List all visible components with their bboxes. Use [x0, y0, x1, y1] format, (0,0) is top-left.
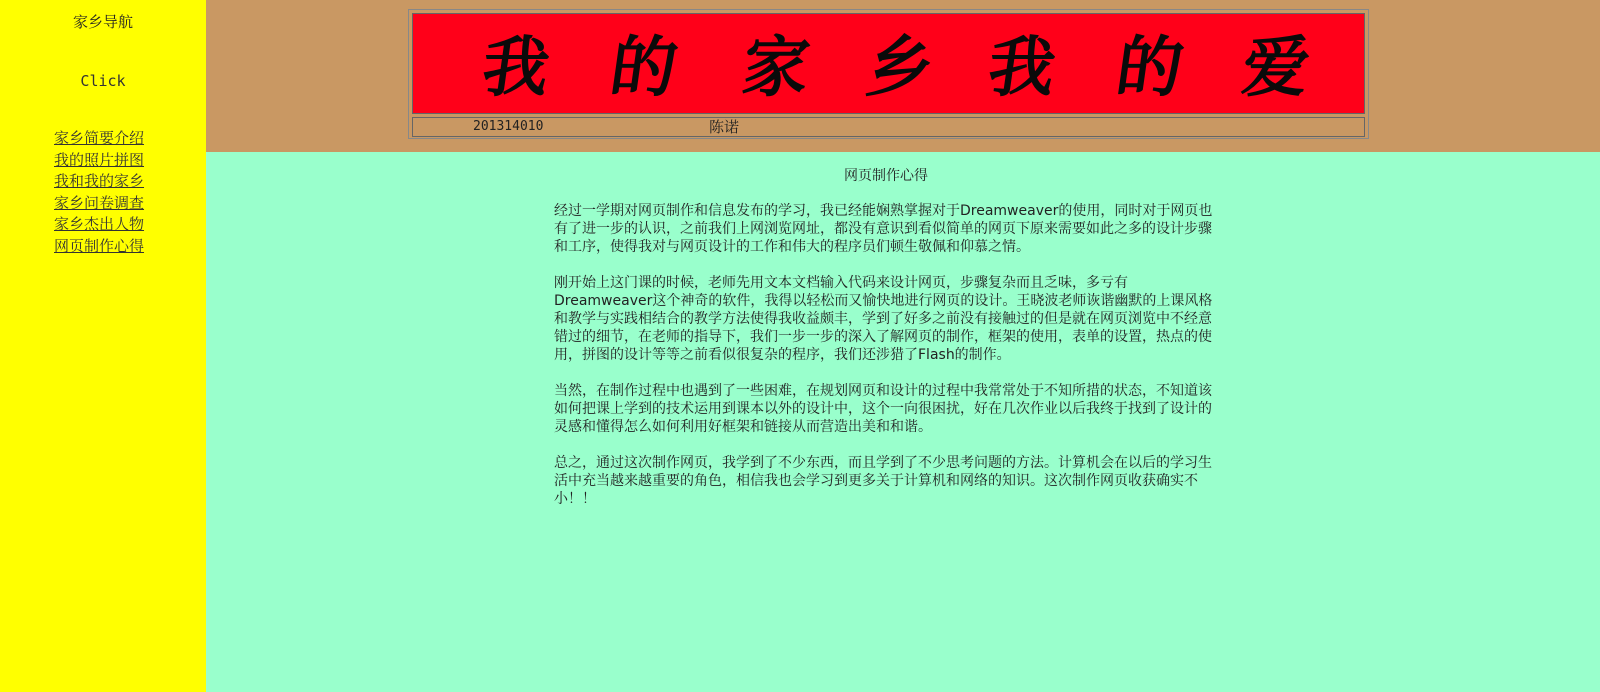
banner-char: 家 — [737, 28, 815, 106]
article-title: 网页制作心得 — [844, 168, 928, 184]
banner-char: 爱 — [1237, 28, 1315, 106]
nav-link-me-and-hometown[interactable]: 我和我的家乡 — [54, 172, 145, 190]
nav-click-label: Click — [80, 72, 126, 90]
student-id: 201314010 — [473, 119, 544, 134]
article-paragraph: 总之，通过这次制作网页，我学到了不少东西，而且学到了不少思考问题的方法。计算机会在以后的学习生活中充当越来越重要的角色，相信我也会学习到更多关于计算机和网络的知识。这次制作网页收获确实不小！！ — [554, 455, 1212, 507]
nav-title: 家乡导航 — [72, 13, 133, 31]
nav-link-item — [54, 236, 144, 258]
nav-link-item — [54, 171, 144, 193]
nav-link-survey[interactable]: 家乡问卷调查 — [54, 193, 145, 212]
banner-char: 乡 — [861, 28, 939, 106]
article-paragraph: 经过一学期对网页制作和信息发布的学习，我已经能娴熟掌握对于Dreamweaver的使用，同时对于网页也有了进一步的认识，之前我们上网浏览网址，都没有意识到看似简单的网页下原来需要如此之多的设计步骤和工序，使得我对与网页设计的工作和伟大的程序员们顿生敬佩和仰慕之情。 — [554, 203, 1213, 255]
nav-link-item — [54, 214, 144, 236]
banner-char: 的 — [1111, 28, 1189, 106]
student-info-row — [412, 117, 1365, 137]
nav-link-item — [54, 128, 144, 150]
nav-link-item — [54, 150, 144, 172]
nav-link-notable-people[interactable]: 家乡杰出人物 — [54, 215, 145, 233]
banner — [412, 13, 1365, 114]
banner-char: 我 — [983, 28, 1061, 106]
main-frame — [206, 152, 1600, 692]
article-paragraph: 刚开始上这门课的时候，老师先用文本文档输入代码来设计网页，步骤复杂而且乏味，多亏有Dreamweaver这个神奇的软件，我得以轻松而又愉快地进行网页的设计。王晓波老师诙谐幽默的上课风格和教学与实践相结合的教学方法使得我收益颇丰，学到了好多之前没有接触过的但是就在网页浏览中不经意错过的细节，在老师的指导下，我们一步一步的深入了解网页的制作，框架的使用，表单的设置，热点的使用，拼图的设计等等之前看似很复杂的程序，我们还涉猎了Flash的制作。 — [554, 275, 1213, 363]
header-frame — [206, 0, 1600, 152]
banner-char: 的 — [605, 28, 683, 106]
banner-char: 我 — [477, 28, 555, 106]
article-body — [554, 202, 1224, 526]
banner-table — [408, 9, 1369, 139]
nav-links — [54, 128, 144, 257]
article-paragraph: 当然，在制作过程中也遇到了一些困难，在规划网页和设计的过程中我常常处于不知所措的状态，不知道该如何把课上学到的技术运用到课本以外的设计中，这个一向很困扰，好在几次作业以后我终于找到了设计的灵感和懂得怎么如何利用好框架和链接从而营造出美和和谐。 — [554, 383, 1212, 435]
nav-frame — [0, 0, 206, 692]
nav-link-web-design-notes[interactable]: 网页制作心得 — [54, 236, 145, 255]
nav-link-item — [54, 193, 144, 215]
student-name: 陈诺 — [709, 118, 740, 136]
nav-link-photo-collage[interactable]: 我的照片拼图 — [54, 150, 145, 169]
nav-link-intro[interactable]: 家乡简要介绍 — [54, 129, 145, 147]
